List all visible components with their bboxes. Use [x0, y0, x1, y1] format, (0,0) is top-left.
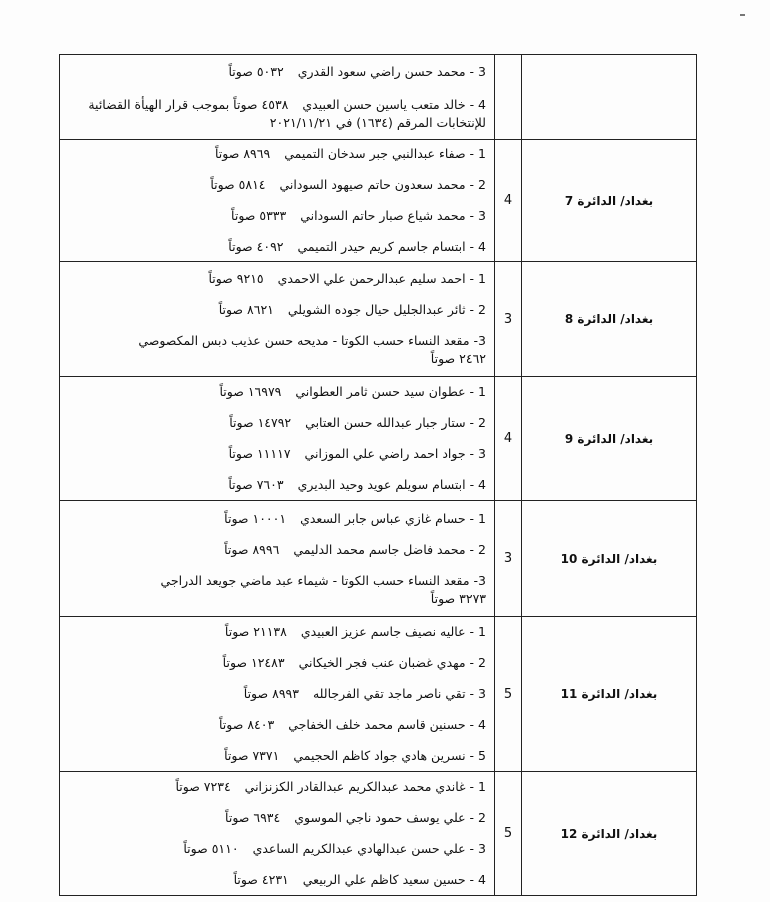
scan-speck	[740, 14, 745, 16]
candidate-votes: ٧٢٣٤ صوتاً	[175, 779, 231, 794]
seats-cell: 5	[495, 772, 522, 896]
candidate-name: 1 - حسام غازي عباس جابر السعدي	[300, 510, 486, 526]
candidate-line	[72, 145, 486, 163]
governorate-cell: بغداد/ الدائرة 12	[522, 772, 697, 896]
results-table	[59, 54, 697, 896]
candidate-name: 2 - محمد سعدون حاتم صيهود السوداني	[279, 177, 486, 192]
candidate-votes: ٤٢٣١ صوتاً	[233, 872, 289, 887]
candidate-votes: ٧٦٠٣ صوتاً	[228, 477, 284, 492]
candidate-votes: ٨٦٢١ صوتاً	[218, 302, 274, 317]
seats-cell	[495, 55, 522, 140]
candidate-line	[72, 716, 486, 734]
candidate-name: 4 - حسين سعيد كاظم علي الربيعي	[302, 872, 486, 887]
candidate-line	[72, 654, 486, 672]
candidate-votes: ١٢٤٨٣ صوتاً	[222, 655, 285, 670]
candidate-votes: ٨٩٦٩ صوتاً	[214, 146, 271, 161]
candidate-name: 2 - ستار جبار عبدالله حسن العتابي	[305, 415, 486, 430]
seats-cell: 3	[495, 262, 522, 377]
candidates-cell	[60, 617, 495, 772]
table-row	[60, 140, 697, 262]
candidate-name: 1 - غاندي محمد عبدالكريم عبدالقادر الكزنزاني	[244, 779, 486, 794]
candidate-line	[72, 445, 486, 463]
candidate-line	[72, 207, 486, 225]
candidate-line	[72, 96, 486, 132]
candidate-line	[72, 63, 486, 81]
governorate-cell: بغداد/ الدائرة 7	[522, 140, 697, 262]
candidates-cell	[60, 140, 495, 262]
candidate-line	[72, 238, 486, 256]
candidate-votes: ١٠٠٠١ صوتاً	[224, 510, 287, 526]
table-row	[60, 617, 697, 772]
candidate-line	[72, 414, 486, 432]
candidate-line	[72, 510, 486, 528]
candidate-line	[72, 332, 486, 368]
governorate-cell: بغداد/ الدائرة 11	[522, 617, 697, 772]
candidates-cell	[60, 262, 495, 377]
candidate-line	[72, 840, 486, 858]
candidate-name: 2 - مهدي غضبان عنب فجر الخيكاني	[298, 655, 486, 670]
candidate-line	[72, 623, 486, 641]
candidate-name: 5 - نسرين هادي جواد كاظم الحجيمي	[293, 748, 486, 763]
candidate-line	[72, 176, 486, 194]
candidates-cell	[60, 377, 495, 501]
governorate-cell: بغداد/ الدائرة 10	[522, 501, 697, 617]
table-row	[60, 772, 697, 896]
candidate-votes: ٥٣٣٣ صوتاً	[231, 208, 287, 223]
candidate-line	[72, 301, 486, 319]
candidate-line	[72, 685, 486, 703]
candidate-votes: ٨٩٩٦ صوتاً	[224, 541, 280, 557]
candidate-votes: ٥٠٣٢ صوتاً	[228, 63, 284, 79]
candidate-name: 3 - محمد حسن راضي سعود القدري	[297, 63, 486, 79]
candidate-name: 1 - عطوان سيد حسن ثامر العطواني	[295, 384, 486, 399]
candidate-votes: ١١١١٧ صوتاً	[228, 446, 291, 461]
governorate-cell	[522, 55, 697, 140]
candidate-votes: ٤٥٣٨ صوتاً بموجب قرار الهيأة القضائية للإنتخابات المرقم (١٦٣٤) في ٢٠٢١/١١/٢١	[88, 96, 486, 130]
candidate-name: 4 - ابتسام جاسم كريم حيدر التميمي	[297, 239, 486, 254]
candidate-line	[72, 747, 486, 765]
candidate-line	[72, 809, 486, 827]
table-row	[60, 377, 697, 501]
seats-cell: 4	[495, 377, 522, 501]
candidate-line	[72, 476, 486, 494]
candidate-line	[72, 572, 486, 608]
candidate-votes: ١٦٩٧٩ صوتاً	[219, 384, 282, 399]
candidate-name: 4 - حسنين قاسم محمد خلف الخفاجي	[288, 717, 486, 732]
candidate-name: 2 - ثائر عبدالجليل حيال جوده الشويلي	[287, 302, 486, 317]
candidate-votes: ٦٩٣٤ صوتاً	[225, 810, 281, 825]
table-row	[60, 55, 697, 140]
candidate-votes: ٨٩٩٣ صوتاً	[243, 686, 299, 701]
candidate-name: 3 - علي حسن عبدالهادي عبدالكريم الساعدي	[252, 841, 486, 856]
candidate-votes: ٣٢٧٣ صوتاً	[430, 590, 486, 606]
candidate-line	[72, 871, 486, 889]
governorate-cell: بغداد/ الدائرة 9	[522, 377, 697, 501]
candidate-name: 1 - صفاء عبدالنبي جبر سدخان التميمي	[284, 146, 486, 161]
table-row	[60, 501, 697, 617]
candidates-cell	[60, 772, 495, 896]
candidate-name: 3- مقعد النساء حسب الكوتا - مديحه حسن عذيب دبس المكصوصي	[138, 333, 486, 348]
seats-cell: 5	[495, 617, 522, 772]
candidate-name: 2 - محمد فاضل جاسم محمد الدليمي	[293, 541, 486, 557]
candidates-cell	[60, 55, 495, 140]
candidate-votes: ٢١١٣٨ صوتاً	[224, 624, 287, 639]
candidate-votes: ٨٤٠٣ صوتاً	[218, 717, 275, 732]
candidate-name: 3- مقعد النساء حسب الكوتا - شيماء عبد ماضي جويعد الدراجي	[160, 572, 486, 588]
seats-cell: 4	[495, 140, 522, 262]
candidate-votes: ٤٠٩٢ صوتاً	[228, 239, 284, 254]
candidate-name: 1 - عاليه نصيف جاسم عزيز العبيدي	[300, 624, 486, 639]
candidate-line	[72, 541, 486, 559]
seats-cell: 3	[495, 501, 522, 617]
candidate-name: 1 - احمد سليم عبدالرحمن علي الاحمدي	[277, 271, 486, 286]
candidate-votes: ١٤٧٩٢ صوتاً	[229, 415, 292, 430]
table-row	[60, 262, 697, 377]
candidate-votes: ٢٤٦٢ صوتاً	[430, 351, 486, 366]
candidate-votes: ٥١١٠ صوتاً	[183, 841, 239, 856]
candidate-name: 4 - ابتسام سويلم عويد وحيد البديري	[297, 477, 486, 492]
candidate-name: 3 - تقي ناصر ماجد تقي الفرجالله	[312, 686, 486, 701]
governorate-cell: بغداد/ الدائرة 8	[522, 262, 697, 377]
candidate-line	[72, 383, 486, 401]
candidate-name: 2 - علي يوسف حمود ناجي الموسوي	[294, 810, 486, 825]
candidate-line	[72, 778, 486, 796]
candidate-votes: ٧٣٧١ صوتاً	[224, 748, 280, 763]
candidates-cell	[60, 501, 495, 617]
candidate-name: 3 - محمد شياع صبار حاتم السوداني	[300, 208, 486, 223]
candidate-name: 3 - جواد احمد راضي علي الموزاني	[304, 446, 486, 461]
candidate-name: 4 - خالد متعب ياسين حسن العبيدي	[302, 96, 486, 112]
candidate-line	[72, 270, 486, 288]
candidate-votes: ٥٨١٤ صوتاً	[210, 177, 266, 192]
candidate-votes: ٩٢١٥ صوتاً	[208, 271, 264, 286]
